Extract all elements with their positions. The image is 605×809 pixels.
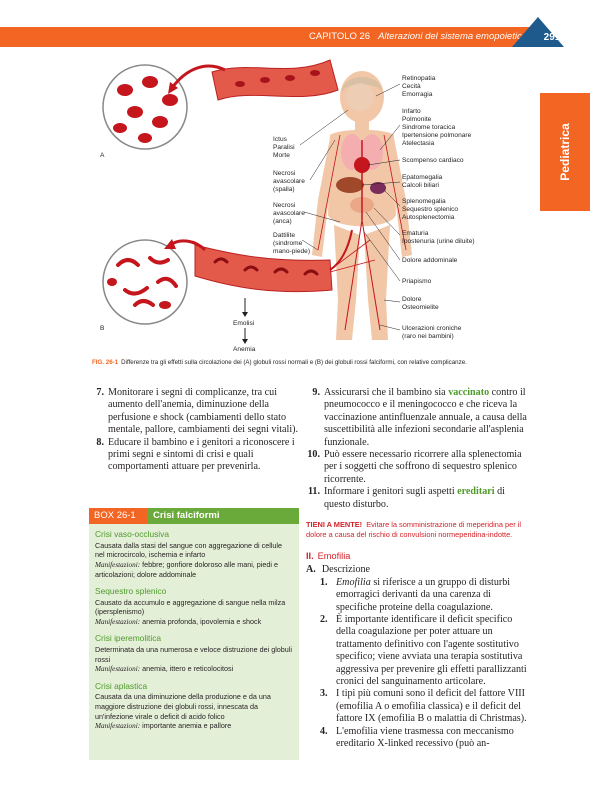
box-section-heading: Crisi iperemolitica — [95, 633, 162, 644]
svg-text:Priapismo: Priapismo — [402, 278, 432, 285]
box-title: Crisi falciformi — [147, 508, 299, 524]
svg-text:Scompenso cardiaco: Scompenso cardiaco — [402, 157, 464, 164]
svg-text:Cecità: Cecità — [402, 83, 421, 90]
svg-text:Autosplenectomia: Autosplenectomia — [402, 214, 455, 221]
svg-text:Ematuria: Ematuria — [402, 230, 429, 237]
svg-text:Calcoli biliari: Calcoli biliari — [402, 182, 440, 189]
box-section-cause: Determinata da una numerosa e veloce distruzione dei globuli rossi — [95, 644, 292, 664]
box-section-manifest: Manifestazioni: anemia profonda, ipovolemia e shock — [95, 616, 262, 626]
highlight-vaccinato: vaccinato — [448, 387, 490, 398]
svg-text:Ipertensione polmonare: Ipertensione polmonare — [402, 132, 472, 139]
box-section-manifest: Manifestazioni: importante anemia e pallore — [95, 721, 232, 731]
highlight-ereditari: ereditari — [457, 486, 495, 498]
svg-text:Infarto: Infarto — [402, 108, 421, 115]
svg-text:Ulcerazioni croniche: Ulcerazioni croniche — [402, 325, 462, 332]
list-item: 9. Assicurarsi che il bambino sia vaccinato contro il pneumococco e il meningococco e che riceva la vaccinazione antinfluenzale annuale, a causa della suscettibilità alle infezioni secondarie all'asplenia funzionale. — [312, 387, 527, 448]
svg-text:Epatomegalia: Epatomegalia — [402, 174, 443, 181]
flow-anemia: Anemia — [233, 346, 256, 353]
side-tab-label: Pediatrica — [558, 123, 572, 181]
svg-text:Dolore addominale: Dolore addominale — [402, 257, 458, 264]
box-section-cause: Causato da accumulo e aggregazione di sangue nella milza (ipersplenismo) — [95, 597, 286, 617]
box-section-heading: Crisi aplastica — [95, 680, 148, 691]
hemophilia-list — [306, 577, 528, 751]
box-header — [89, 508, 299, 524]
figure-caption — [92, 359, 542, 367]
svg-text:Osteomielite: Osteomielite — [402, 304, 439, 311]
page-number: 291 — [543, 32, 561, 43]
child-body — [312, 71, 412, 340]
box-section-cause: Causata da una diminuzione della produzione e da una maggiore distruzione dei globuli rossi, innescata da un'infezione virale o deficit di acido folico — [95, 692, 271, 721]
figure-26-1 — [0, 0, 605, 360]
svg-text:Ipostenuria (urine diluite): Ipostenuria (urine diluite) — [402, 238, 475, 245]
caption-text: Differenze tra gli effetti sulla circolazione dei (A) globuli rossi normali e (B) dei globuli rossi falciformi, con relative complicanze. — [121, 359, 467, 366]
lbl-dattilite-1: Dattilite — [273, 232, 295, 239]
alert-label: TIENI A MENTE! — [306, 520, 363, 530]
box-section-cause: Causata dalla stasi del sangue con aggregazione di cellule nel microcircolo, ischemia e infarto — [95, 540, 283, 560]
svg-text:Atelectasia: Atelectasia — [402, 140, 435, 147]
alert-text: Evitare la somministrazione di meperidina per il dolore a causa del rischio di convulsioni normeperidina-indotte. — [306, 520, 522, 540]
fig-label-b: B — [100, 325, 105, 332]
lbl-necrosi-spalla-3: (spalla) — [273, 186, 295, 193]
vessel-a — [212, 60, 338, 100]
caption-label: FIG. 26-1 — [92, 359, 119, 366]
list-item: 7. Monitorare i segni di complicanze, tra cui aumento dell'anemia, diminuzione della perfusione e shock (cambiamenti dello stato mentale, pallore, cambiamenti dei segni vitali). — [96, 387, 299, 436]
svg-text:Splenomegalia: Splenomegalia — [402, 198, 446, 205]
svg-text:Retinopatia: Retinopatia — [402, 75, 436, 82]
svg-text:Polmonite: Polmonite — [402, 116, 432, 123]
box-body — [89, 524, 299, 732]
box-26-1 — [89, 508, 299, 760]
lbl-dattilite-3: mano-piede) — [273, 248, 311, 255]
box-section-manifest: Manifestazioni: febbre; gonfiore doloroso alle mani, piedi e articolazioni; dolore addominale — [95, 559, 278, 580]
lbl-necrosi-anca-3: (anca) — [273, 218, 292, 225]
list-item: 4. L'emofilia viene trasmessa con meccanismo ereditario X-linked recessivo (può an- — [320, 725, 514, 749]
lbl-necrosi-spalla-1: Necrosi — [273, 170, 296, 177]
vessel-b — [195, 245, 332, 292]
flow-emolisi: Emolisi — [233, 320, 255, 327]
box-section-manifest: Manifestazioni: anemia, ittero e reticolocitosi — [95, 664, 234, 674]
svg-text:Sindrome toracica: Sindrome toracica — [402, 124, 456, 131]
svg-text:Emorragia: Emorragia — [402, 91, 433, 98]
svg-text:(raro nei bambini): (raro nei bambini) — [402, 333, 454, 340]
list-item: 3. I tipi più comuni sono il deficit del fattore VIII (emofilia A o emofilia classica) e il deficit del fattore IX (emofilia B o malattia di Christmas). — [320, 688, 527, 725]
left-column — [90, 387, 306, 474]
alert-note — [306, 520, 528, 541]
lbl-ictus-1: Ictus — [273, 136, 287, 143]
left-numbered-list — [90, 387, 306, 474]
list-item: 10. Può essere necessario ricorrere alla splenectomia per i soggetti che soffrono di sequestro splenico ricorrente. — [307, 449, 522, 485]
box-section-heading: Sequestro splenico — [95, 585, 167, 596]
list-item: 8. Educare il bambino e i genitori a riconoscere i primi segni e sintomi di crisi e quali comportamenti attuare per prevenirla. — [96, 436, 295, 473]
fig-label-a: A — [100, 152, 105, 159]
subsection-heading: A. Descrizione — [306, 564, 371, 576]
svg-text:Dolore: Dolore — [402, 296, 422, 303]
right-column — [306, 387, 528, 750]
list-item: 11. Informare i genitori sugli aspetti ereditari di questo disturbo. — [307, 486, 505, 510]
section-heading: II. Emofilia — [306, 550, 351, 561]
box-section-heading: Crisi vaso-occlusiva — [95, 529, 169, 539]
lbl-ictus-2: Paralisi — [273, 144, 295, 151]
list-item: 2. È importante identificare il deficit specifico della coagulazione per poter attuare un trattamento definitivo con l'agente sostitutivo specifico; viene avviata una terapia sostitutiva aggressiva per prevenire gli effetti parallizzanti cronici del sanguinamento articolare. — [320, 613, 527, 687]
chapter-label: CAPITOLO 26 — [309, 31, 371, 42]
chapter-title: Alterazioni del sistema emopoietico — [378, 31, 527, 42]
lbl-ictus-3: Morte — [273, 152, 290, 159]
lbl-necrosi-spalla-2: avascolare — [273, 178, 305, 185]
box-label: BOX 26-1 — [89, 508, 147, 524]
right-numbered-list — [306, 387, 528, 511]
list-item: 1. Emofilia si riferisce a un gruppo di disturbi emorragici derivanti da una carenza di specifiche proteine della coagulazione. — [320, 576, 511, 613]
lbl-necrosi-anca-2: avascolare — [273, 210, 305, 217]
svg-text:Sequestro splenico: Sequestro splenico — [402, 206, 459, 213]
lbl-dattilite-2: (sindrome — [273, 240, 303, 247]
lbl-necrosi-anca-1: Necrosi — [273, 202, 296, 209]
